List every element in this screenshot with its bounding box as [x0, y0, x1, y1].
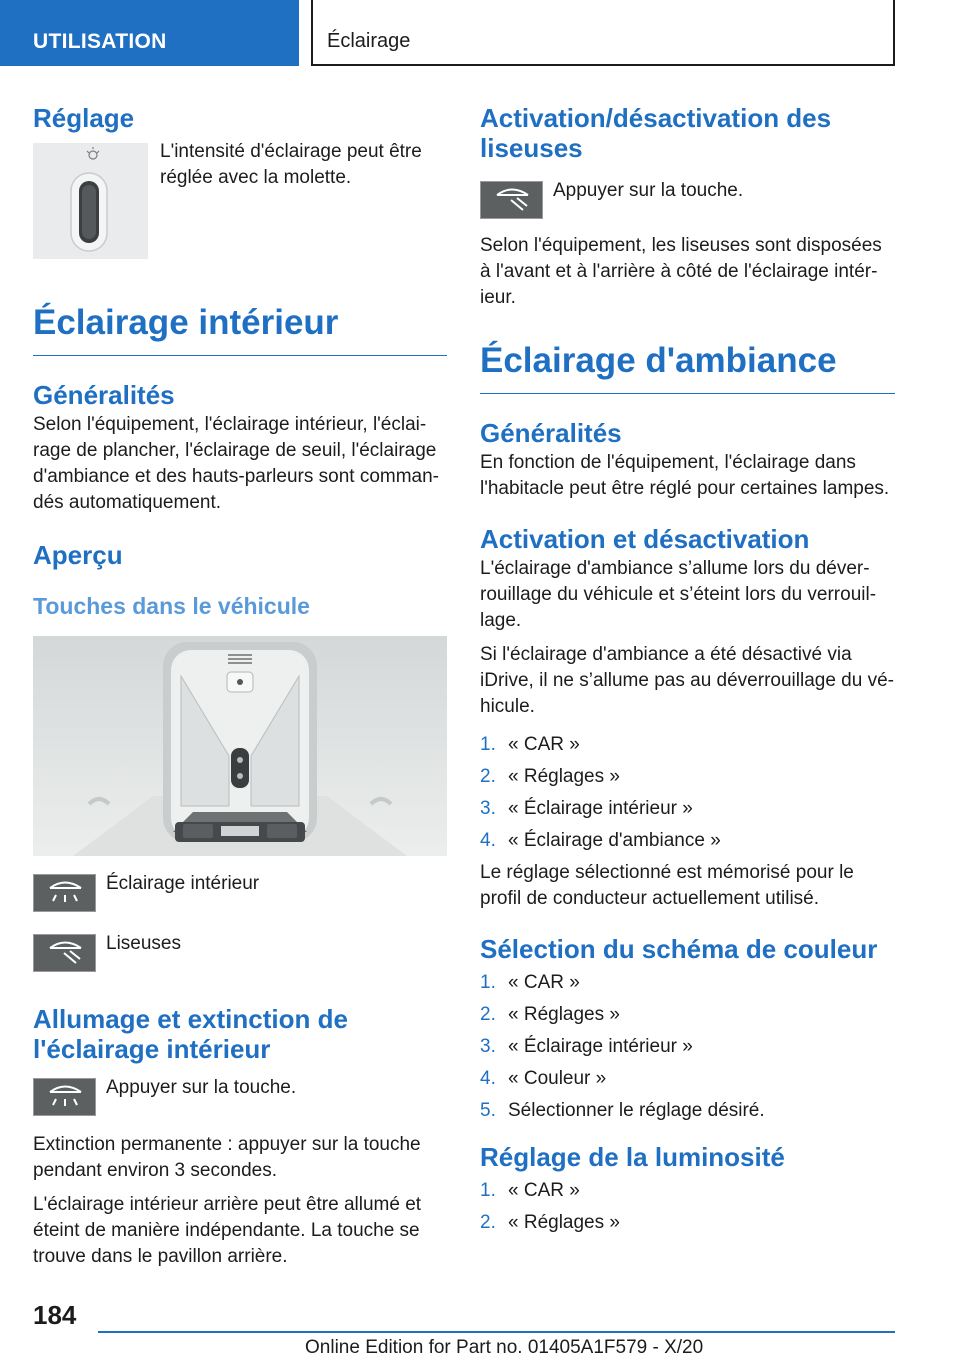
footer-divider: [98, 1331, 895, 1333]
section-tab: [0, 0, 299, 66]
list-item: 2. « Réglages »: [480, 766, 620, 787]
arriere-text: L'éclairage intérieur arrière peut être allumé et éteint de manière indépendante. La touche se trouve dans le pavillon arrière.: [33, 1194, 422, 1267]
console-illustration: [33, 636, 447, 856]
liseuses-text: Selon l'équipement, les liseuses sont disposées à l'avant et à l'arrière à côté de l'éclairage intér-ieur.: [480, 235, 882, 308]
list-item: 2. « Réglages »: [480, 1004, 620, 1025]
thumbwheel-icon: [33, 143, 148, 259]
page-number: 184: [33, 1300, 77, 1330]
list-item: 4. « Couleur »: [480, 1068, 607, 1089]
act-des-text2: Si l'éclairage d'ambiance a été désactivé via iDrive, il ne s’allume pas au déverrouillage du vé-hicule.: [480, 644, 894, 717]
appuyer-text-right: Appuyer sur la touche.: [553, 180, 744, 201]
steps-list-3: [480, 1178, 895, 1236]
generalites-text: Selon l'équipement, l'éclairage intérieur, l'éclai-rage de plancher, l'éclairage de seuil, l'éclairage d'ambiance et des hauts-parleurs sont comman-dés automatiquement.: [33, 414, 439, 513]
list-item: 2. « Réglages »: [480, 1212, 620, 1233]
topic-title: Éclairage: [327, 30, 411, 52]
schema-heading: Sélection du schéma de couleur: [480, 934, 878, 964]
list-item: 4. « Éclairage d'ambiance »: [480, 830, 721, 851]
left-column: [33, 100, 447, 1270]
overhead-console-image: [33, 636, 447, 856]
list-item: 3. « Éclairage intérieur »: [480, 1036, 693, 1057]
steps-list-2: [480, 970, 895, 1124]
touches-heading: Touches dans le véhicule: [33, 593, 310, 619]
reading-light-key-icon: [33, 934, 96, 972]
generalites-heading: Généralités: [33, 380, 175, 410]
steps-list-1: [480, 732, 895, 854]
memorise-text: Le réglage sélectionné est mémorisé pour le profil de conducteur actuellement utilisé.: [480, 862, 854, 909]
reglage-text: L'intensité d'éclairage peut être réglée avec la molette.: [160, 141, 422, 188]
key2-label: Liseuses: [106, 933, 181, 954]
appuyer-text-left: Appuyer sur la touche.: [106, 1077, 297, 1098]
extinction-text: Extinction permanente : appuyer sur la touche pendant environ 3 secondes.: [33, 1134, 421, 1181]
section-title: UTILISATION: [33, 30, 167, 53]
key1-label: Éclairage intérieur: [106, 873, 260, 894]
edition-text: Online Edition for Part no. 01405A1F579 - X/20: [305, 1337, 704, 1358]
luminosite-heading: Réglage de la luminosité: [480, 1142, 785, 1172]
list-item: 1. « CAR »: [480, 734, 580, 755]
interior-light-key-icon: [33, 874, 96, 912]
list-item: 5. Sélectionner le réglage désiré.: [480, 1100, 765, 1121]
right-column: [480, 100, 895, 1242]
topic-tab: [311, 0, 895, 66]
dimmer-wheel-image: [33, 143, 148, 259]
list-item: 1. « CAR »: [480, 1180, 580, 1201]
list-item: 1. « CAR »: [480, 972, 580, 993]
eclairage-interieur-heading: Éclairage intérieur: [33, 303, 447, 356]
act-des-text1: L'éclairage d'ambiance s’allume lors du déver-rouillage du véhicule et s’éteint lors du verrouil-lage.: [480, 558, 877, 631]
reading-light-key-icon-2: [480, 181, 543, 219]
generalites-heading-right: Généralités: [480, 418, 622, 448]
apercu-heading: Aperçu: [33, 540, 123, 570]
allumage-heading: Allumage et extinction de l'éclairage intérieur: [33, 1004, 348, 1064]
ambiance-heading: Éclairage d'ambiance: [480, 341, 895, 394]
list-item: 3. « Éclairage intérieur »: [480, 798, 693, 819]
activation-liseuses-heading: Activation/désactivation des liseuses: [480, 103, 832, 163]
interior-light-key-icon-2: [33, 1078, 96, 1116]
reglage-heading: Réglage: [33, 103, 135, 133]
generalites-text-right: En fonction de l'équipement, l'éclairage dans l'habitacle peut être réglé pour certaines lampes.: [480, 452, 890, 499]
act-des-heading: Activation et désactivation: [480, 524, 810, 554]
